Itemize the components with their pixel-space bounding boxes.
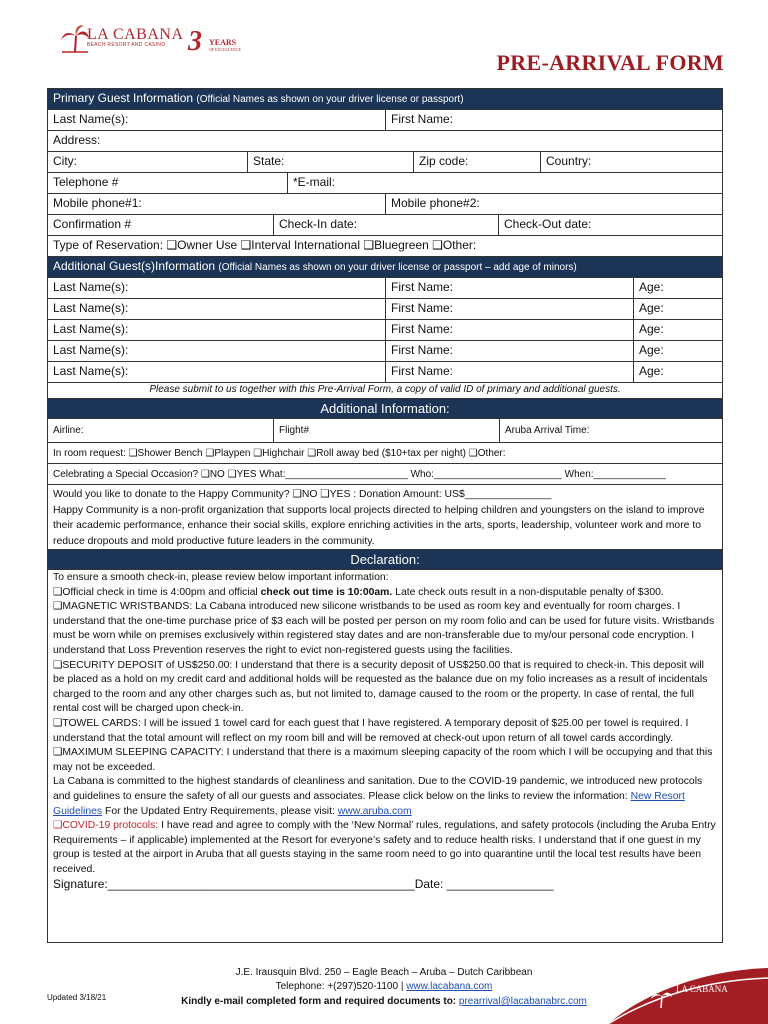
declaration-text — [48, 570, 722, 942]
confirmation-field[interactable]: Confirmation # — [48, 215, 274, 235]
donation-block — [48, 485, 722, 549]
donation-row — [48, 485, 722, 550]
primary-heading-note: (Official Names as shown on your driver license or passport) — [196, 94, 464, 105]
entry-requirements-text: For the Updated Entry Requirements, please visit: — [102, 805, 338, 817]
checkout-date-field[interactable]: Check-Out date: — [504, 217, 592, 231]
guest-last-name-field[interactable]: Last Name(s): — [48, 299, 386, 319]
covid-info — [53, 775, 717, 819]
special-occasion-options[interactable]: Celebrating a Special Occasion? ❑NO ❑YES What:______________________ Who:_______________________ When:_____________ — [53, 469, 666, 480]
page-title: PRE-ARRIVAL FORM — [496, 50, 724, 75]
guest-last-name-field[interactable]: Last Name(s): — [48, 341, 386, 361]
footer-phone-text: Telephone: +(297)520-1100 | — [275, 981, 407, 992]
reservation-row — [48, 236, 722, 257]
updated-date: Updated 3/18/21 — [47, 993, 107, 1002]
email-field[interactable]: *E-mail: — [293, 175, 336, 189]
covid-protocols-item[interactable] — [53, 819, 717, 877]
declaration-intro: To ensure a smooth check-in, please review below important information: — [53, 572, 389, 583]
signature-line[interactable]: Signature:______________________________________________Date: ________________ — [53, 877, 554, 892]
palm-tree-logo-icon — [60, 24, 90, 54]
additional-guests-header — [48, 257, 722, 278]
footer-website-link[interactable]: www.lacabana.com — [406, 981, 493, 992]
mobile2-field[interactable]: Mobile phone#2: — [391, 196, 480, 210]
pre-arrival-form — [47, 88, 723, 943]
checkin-time-item[interactable] — [53, 586, 717, 601]
guest-row — [48, 320, 722, 341]
footer-email-prompt: Kindly e-mail completed form and required documents to: — [181, 996, 459, 1007]
country-field[interactable]: Country: — [546, 154, 592, 168]
id-submission-note — [48, 383, 722, 399]
anniversary-years: YEARS — [209, 38, 237, 47]
logo-subtitle: BEACH RESORT AND CASINO — [87, 42, 166, 48]
footer-email-link[interactable]: prearrival@lacabanabrc.com — [458, 996, 587, 1007]
guest-last-name-field[interactable]: Last Name(s): — [48, 320, 386, 340]
guest-row — [48, 299, 722, 320]
guest-row — [48, 341, 722, 362]
covid-protocols-text: I have read and agree to comply with the ‘New Normal’ rules, regulations, and safety protocols (including the Aruba Entry Requirements – if applicable) implemented at the Resort for everyone’s safety and to reduce health risks. I understand that if one guest in my group is tested at the airport in Aruba that all guests staying in the same room need to go into quarantine until the local test results have been received. — [53, 820, 716, 875]
reservation-type-options[interactable]: Type of Reservation: ❑Owner Use ❑Interval International ❑Bluegreen ❑Other: — [53, 238, 477, 252]
telephone-field[interactable]: Telephone # — [48, 173, 288, 193]
room-request-row — [48, 443, 722, 464]
guest-first-name-field[interactable]: First Name: — [386, 362, 634, 382]
telephone-row — [48, 173, 722, 194]
address-field[interactable]: Address: — [53, 133, 101, 147]
arrival-time-field[interactable]: Aruba Arrival Time: — [505, 425, 590, 436]
airline-field[interactable]: Airline: — [48, 419, 274, 442]
guest-row — [48, 362, 722, 383]
guest-first-name-field[interactable]: First Name: — [386, 299, 634, 319]
guest-first-name-field[interactable]: First Name: — [386, 341, 634, 361]
mobile-row — [48, 194, 722, 215]
logo-name: LA CABANA — [87, 26, 184, 43]
donation-question[interactable]: Would you like to donate to the Happy Community? ❑NO ❑YES : Donation Amount: US$_______________ — [53, 489, 552, 500]
declaration-header — [48, 550, 722, 570]
id-note-text: Please submit to us together with this Pre-Arrival Form, a copy of valid ID of primary and additional guests. — [149, 384, 621, 395]
footer-logo-name: LA CABANA — [676, 984, 728, 994]
anniversary-number: 3 — [188, 26, 202, 57]
guest-age-field[interactable]: Age: — [639, 301, 664, 315]
wristbands-item[interactable]: ❑MAGNETIC WRISTBANDS: La Cabana introduced new silicone wristbands to be used as room key and eventually for room charges. I understand that the one-time purchase price of $3 each will be posted per person on my room folio and can be used for future visits. Wristbands must be worn while on premises exclusively within registered stay dates and are non-transferable due to my/our personal code encryption. I understand that Loss Prevention reserves the right to evict non-registered guests using the facilities. — [53, 601, 715, 656]
checkin-date-field[interactable]: Check-In date: — [274, 215, 499, 235]
security-deposit-item[interactable]: ❑SECURITY DEPOSIT of US$250.00: I understand that there is a security deposit of US$250.00 that is required to check-in. This deposit will be placed as a hold on my credit card and additional holds will be requested as the balance due on my folio increases as a result of incidentals charged to the room and any other charges such as, but not limited to, damage caused to the room or the property. In case of rental, the full rental cost will be charged upon check-in. — [53, 659, 708, 715]
guest-last-name-field[interactable]: Last Name(s): — [48, 362, 386, 382]
donation-description: Happy Community is a non-profit organization that supports local projects directed to helping children and youngsters on the island to improve their academic performance, enhance their social skills, explore enriching activities in the arts, sports, leadership, volunteer work and more to reduce dropouts and mold productive future leaders in the community. — [53, 504, 705, 547]
guest-age-field[interactable]: Age: — [639, 364, 664, 378]
additional-guests-heading-note: (Official Names as shown on your driver license or passport – add age of minors) — [218, 262, 577, 273]
guest-last-name-field[interactable]: Last Name(s): — [48, 278, 386, 298]
checkin-text: ❑Official check in time is 4:00pm and official — [53, 586, 261, 598]
declaration-body — [48, 570, 722, 943]
covid-protocols-label: ❑COVID-19 protocols: — [53, 820, 159, 832]
primary-first-name-field[interactable]: First Name: — [391, 112, 454, 126]
guest-age-field[interactable]: Age: — [639, 343, 664, 357]
additional-guests-heading: Additional Guest(s)Information — [53, 259, 216, 273]
towel-cards-item[interactable]: ❑TOWEL CARDS: I will be issued 1 towel card for each guest that I have registered. A temporary deposit of $25.00 per towel is required. I understand that the total amount will reflect on my room bill and will be removed at check-out upon return of all towel cards accordingly. — [53, 717, 689, 744]
aruba-website-link[interactable]: www.aruba.com — [337, 805, 412, 817]
guest-row — [48, 278, 722, 299]
mobile1-field[interactable]: Mobile phone#1: — [48, 194, 386, 214]
additional-info-header — [48, 399, 722, 419]
footer-address: J.E. Irausquin Blvd. 250 – Eagle Beach – Aruba – Dutch Caribbean — [235, 967, 533, 978]
declaration-heading: Declaration: — [350, 552, 420, 567]
primary-name-row — [48, 110, 722, 131]
guest-age-field[interactable]: Age: — [639, 322, 664, 336]
primary-last-name-field[interactable]: Last Name(s): — [48, 110, 386, 130]
flight-field[interactable]: Flight# — [274, 419, 500, 442]
checkout-time-bold: check out time is 10:00am. — [260, 586, 393, 598]
guest-age-field[interactable]: Age: — [639, 280, 664, 294]
covid-info-text: La Cabana is committed to the highest standards of cleanliness and sanitation. Due to the COVID-19 pandemic, we introduced new protocols and guidelines to ensure the safety of all our guests and associates. Please click below on the links to review the information: — [53, 776, 703, 802]
city-row — [48, 152, 722, 173]
sleeping-capacity-item[interactable]: ❑MAXIMUM SLEEPING CAPACITY: I understand that there is a maximum sleeping capacity of the room which I will be occupying and that this may not be exceeded. — [53, 747, 713, 773]
anniversary-badge — [188, 26, 241, 58]
primary-heading: Primary Guest Information — [53, 91, 194, 105]
anniversary-subtitle: OF EXCELLENCE — [209, 47, 241, 52]
travel-row — [48, 419, 722, 443]
state-field[interactable]: State: — [248, 152, 414, 172]
zip-field[interactable]: Zip code: — [414, 152, 541, 172]
guest-first-name-field[interactable]: First Name: — [386, 320, 634, 340]
guest-first-name-field[interactable]: First Name: — [386, 278, 634, 298]
city-field[interactable]: City: — [48, 152, 248, 172]
room-request-options[interactable]: In room request: ❑Shower Bench ❑Playpen ❑Highchair ❑Roll away bed ($10+tax per night) ❑Other: — [53, 448, 506, 459]
dates-row — [48, 215, 722, 236]
primary-guest-header — [48, 89, 722, 110]
address-row — [48, 131, 722, 152]
occasion-row — [48, 464, 722, 485]
late-checkout-text: Late check outs result in a non-disputable penalty of $300. — [392, 586, 664, 598]
resort-guidelines-link[interactable]: New Resort Guidelines — [53, 790, 685, 817]
additional-info-heading: Additional Information: — [320, 401, 450, 416]
